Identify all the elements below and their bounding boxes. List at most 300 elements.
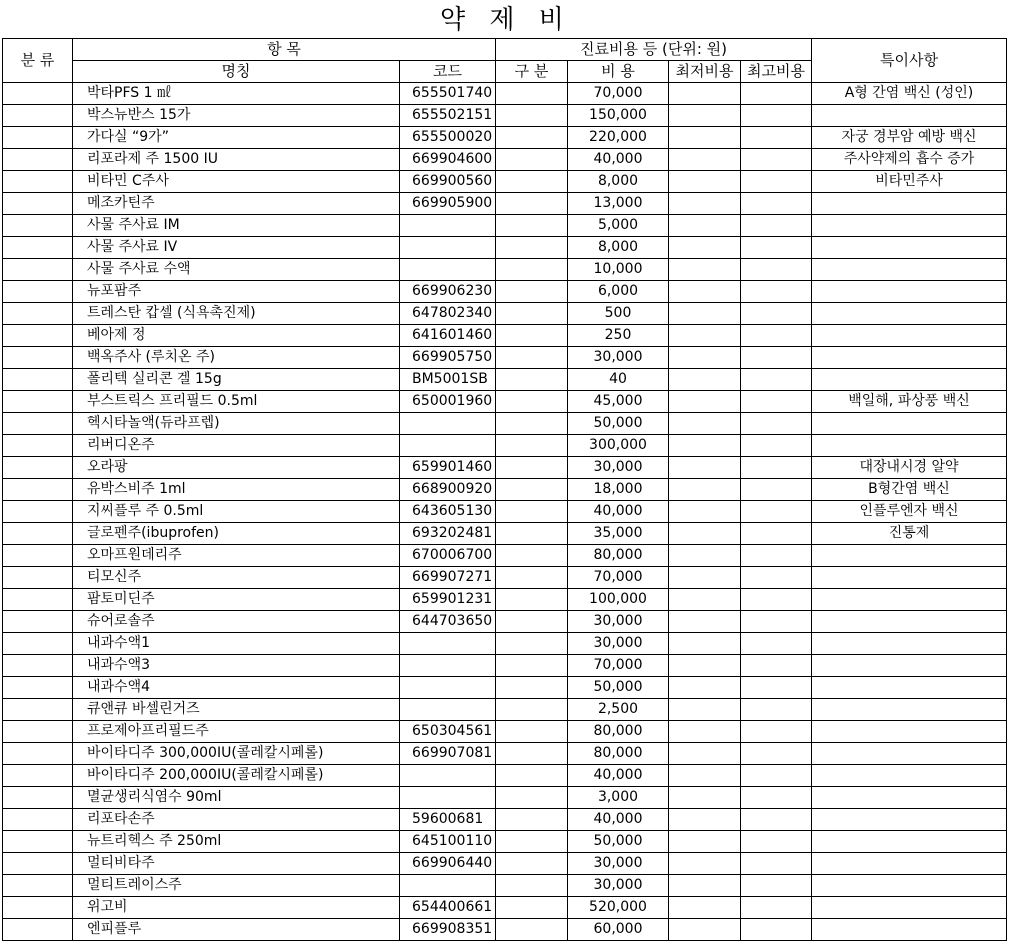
category-cell[interactable]	[3, 523, 73, 545]
cost-cell[interactable]: 520,000	[568, 897, 669, 919]
cost-cell[interactable]: 100,000	[568, 589, 669, 611]
cost-cell[interactable]: 220,000	[568, 127, 669, 149]
cost-cell[interactable]: 70,000	[568, 655, 669, 677]
item-name-cell[interactable]: 박타PFS 1 ㎖	[73, 83, 400, 105]
type-cell[interactable]	[496, 743, 568, 765]
min-cost-cell[interactable]	[669, 479, 741, 501]
category-cell[interactable]	[3, 809, 73, 831]
note-cell[interactable]	[812, 897, 1007, 919]
type-cell[interactable]	[496, 677, 568, 699]
item-code-cell[interactable]: 655500020	[400, 127, 496, 149]
note-cell[interactable]: 자궁 경부암 예방 백신	[812, 127, 1007, 149]
note-cell[interactable]	[812, 831, 1007, 853]
max-cost-cell[interactable]	[741, 919, 812, 941]
note-cell[interactable]: 인플루엔자 백신	[812, 501, 1007, 523]
min-cost-cell[interactable]	[669, 809, 741, 831]
max-cost-cell[interactable]	[741, 501, 812, 523]
type-cell[interactable]	[496, 853, 568, 875]
max-cost-cell[interactable]	[741, 479, 812, 501]
item-code-cell[interactable]	[400, 787, 496, 809]
max-cost-cell[interactable]	[741, 765, 812, 787]
item-name-cell[interactable]: 큐앤큐 바셀린거즈	[73, 699, 400, 721]
item-name-cell[interactable]: 팜토미딘주	[73, 589, 400, 611]
item-code-cell[interactable]: 647802340	[400, 303, 496, 325]
cost-cell[interactable]: 5,000	[568, 215, 669, 237]
item-name-cell[interactable]: 지씨플루 주 0.5ml	[73, 501, 400, 523]
max-cost-cell[interactable]	[741, 369, 812, 391]
category-cell[interactable]	[3, 215, 73, 237]
category-cell[interactable]	[3, 391, 73, 413]
max-cost-cell[interactable]	[741, 523, 812, 545]
min-cost-cell[interactable]	[669, 369, 741, 391]
cost-cell[interactable]: 70,000	[568, 567, 669, 589]
cost-cell[interactable]: 50,000	[568, 831, 669, 853]
min-cost-cell[interactable]	[669, 435, 741, 457]
max-cost-cell[interactable]	[741, 809, 812, 831]
note-cell[interactable]	[812, 787, 1007, 809]
item-name-cell[interactable]: 슈어로솔주	[73, 611, 400, 633]
item-name-cell[interactable]: 내과수액1	[73, 633, 400, 655]
item-name-cell[interactable]: 멀티비타주	[73, 853, 400, 875]
item-code-cell[interactable]: 669908351	[400, 919, 496, 941]
note-cell[interactable]	[812, 413, 1007, 435]
note-cell[interactable]	[812, 633, 1007, 655]
max-cost-cell[interactable]	[741, 611, 812, 633]
type-cell[interactable]	[496, 831, 568, 853]
cost-cell[interactable]: 10,000	[568, 259, 669, 281]
min-cost-cell[interactable]	[669, 919, 741, 941]
item-code-cell[interactable]: 650001960	[400, 391, 496, 413]
cost-cell[interactable]: 80,000	[568, 545, 669, 567]
item-code-cell[interactable]	[400, 633, 496, 655]
item-name-cell[interactable]: 폴리텍 실리콘 겔 15g	[73, 369, 400, 391]
cost-cell[interactable]: 18,000	[568, 479, 669, 501]
min-cost-cell[interactable]	[669, 391, 741, 413]
cost-cell[interactable]: 50,000	[568, 413, 669, 435]
min-cost-cell[interactable]	[669, 347, 741, 369]
item-code-cell[interactable]: 655501740	[400, 83, 496, 105]
min-cost-cell[interactable]	[669, 897, 741, 919]
note-cell[interactable]	[812, 765, 1007, 787]
item-code-cell[interactable]: 669904600	[400, 149, 496, 171]
min-cost-cell[interactable]	[669, 611, 741, 633]
type-cell[interactable]	[496, 325, 568, 347]
max-cost-cell[interactable]	[741, 391, 812, 413]
min-cost-cell[interactable]	[669, 633, 741, 655]
type-cell[interactable]	[496, 875, 568, 897]
type-cell[interactable]	[496, 83, 568, 105]
cost-cell[interactable]: 40,000	[568, 501, 669, 523]
item-code-cell[interactable]: 654400661	[400, 897, 496, 919]
item-code-cell[interactable]: BM5001SB	[400, 369, 496, 391]
type-cell[interactable]	[496, 897, 568, 919]
item-name-cell[interactable]: 바이타디주 300,000IU(콜레칼시페롤)	[73, 743, 400, 765]
cost-cell[interactable]: 8,000	[568, 237, 669, 259]
min-cost-cell[interactable]	[669, 721, 741, 743]
min-cost-cell[interactable]	[669, 501, 741, 523]
item-name-cell[interactable]: 티모신주	[73, 567, 400, 589]
max-cost-cell[interactable]	[741, 633, 812, 655]
max-cost-cell[interactable]	[741, 259, 812, 281]
item-name-cell[interactable]: 바이타디주 200,000IU(콜레칼시페롤)	[73, 765, 400, 787]
type-cell[interactable]	[496, 413, 568, 435]
item-code-cell[interactable]: 669905900	[400, 193, 496, 215]
min-cost-cell[interactable]	[669, 545, 741, 567]
note-cell[interactable]	[812, 875, 1007, 897]
max-cost-cell[interactable]	[741, 721, 812, 743]
item-code-cell[interactable]	[400, 765, 496, 787]
item-name-cell[interactable]: 뉴트리헥스 주 250ml	[73, 831, 400, 853]
item-name-cell[interactable]: 베아제 정	[73, 325, 400, 347]
note-cell[interactable]	[812, 545, 1007, 567]
note-cell[interactable]: 백일해, 파상풍 백신	[812, 391, 1007, 413]
item-code-cell[interactable]: 670006700	[400, 545, 496, 567]
cost-cell[interactable]: 3,000	[568, 787, 669, 809]
min-cost-cell[interactable]	[669, 567, 741, 589]
min-cost-cell[interactable]	[669, 325, 741, 347]
item-code-cell[interactable]	[400, 435, 496, 457]
cost-cell[interactable]: 40	[568, 369, 669, 391]
min-cost-cell[interactable]	[669, 677, 741, 699]
cost-cell[interactable]: 80,000	[568, 721, 669, 743]
min-cost-cell[interactable]	[669, 699, 741, 721]
cost-cell[interactable]: 45,000	[568, 391, 669, 413]
cost-cell[interactable]: 40,000	[568, 765, 669, 787]
item-name-cell[interactable]: 유박스비주 1ml	[73, 479, 400, 501]
item-name-cell[interactable]: 사물 주사료 수액	[73, 259, 400, 281]
note-cell[interactable]	[812, 853, 1007, 875]
note-cell[interactable]: 주사약제의 흡수 증가	[812, 149, 1007, 171]
note-cell[interactable]	[812, 281, 1007, 303]
max-cost-cell[interactable]	[741, 853, 812, 875]
item-name-cell[interactable]: 리버디온주	[73, 435, 400, 457]
min-cost-cell[interactable]	[669, 655, 741, 677]
item-name-cell[interactable]: 뉴포팜주	[73, 281, 400, 303]
cost-cell[interactable]: 30,000	[568, 633, 669, 655]
item-code-cell[interactable]: 669906440	[400, 853, 496, 875]
item-name-cell[interactable]: 부스트릭스 프리필드 0.5ml	[73, 391, 400, 413]
item-name-cell[interactable]: 사물 주사료 IV	[73, 237, 400, 259]
category-cell[interactable]	[3, 633, 73, 655]
note-cell[interactable]	[812, 325, 1007, 347]
type-cell[interactable]	[496, 303, 568, 325]
min-cost-cell[interactable]	[669, 831, 741, 853]
min-cost-cell[interactable]	[669, 281, 741, 303]
type-cell[interactable]	[496, 435, 568, 457]
note-cell[interactable]	[812, 655, 1007, 677]
item-code-cell[interactable]: 669905750	[400, 347, 496, 369]
min-cost-cell[interactable]	[669, 149, 741, 171]
type-cell[interactable]	[496, 523, 568, 545]
item-name-cell[interactable]: 리포라제 주 1500 IU	[73, 149, 400, 171]
note-cell[interactable]	[812, 721, 1007, 743]
type-cell[interactable]	[496, 171, 568, 193]
category-cell[interactable]	[3, 677, 73, 699]
note-cell[interactable]	[812, 193, 1007, 215]
item-name-cell[interactable]: 프로제아프리필드주	[73, 721, 400, 743]
category-cell[interactable]	[3, 281, 73, 303]
note-cell[interactable]: B형간염 백신	[812, 479, 1007, 501]
type-cell[interactable]	[496, 457, 568, 479]
cost-cell[interactable]: 6,000	[568, 281, 669, 303]
category-cell[interactable]	[3, 105, 73, 127]
cost-cell[interactable]: 2,500	[568, 699, 669, 721]
max-cost-cell[interactable]	[741, 677, 812, 699]
category-cell[interactable]	[3, 699, 73, 721]
note-cell[interactable]	[812, 589, 1007, 611]
max-cost-cell[interactable]	[741, 83, 812, 105]
item-name-cell[interactable]: 박스뉴반스 15가	[73, 105, 400, 127]
category-cell[interactable]	[3, 611, 73, 633]
type-cell[interactable]	[496, 589, 568, 611]
type-cell[interactable]	[496, 633, 568, 655]
type-cell[interactable]	[496, 919, 568, 941]
item-code-cell[interactable]: 668900920	[400, 479, 496, 501]
min-cost-cell[interactable]	[669, 193, 741, 215]
note-cell[interactable]: 대장내시경 알약	[812, 457, 1007, 479]
min-cost-cell[interactable]	[669, 589, 741, 611]
type-cell[interactable]	[496, 611, 568, 633]
min-cost-cell[interactable]	[669, 765, 741, 787]
cost-cell[interactable]: 300,000	[568, 435, 669, 457]
item-code-cell[interactable]	[400, 237, 496, 259]
item-code-cell[interactable]: 669900560	[400, 171, 496, 193]
note-cell[interactable]: 비타민주사	[812, 171, 1007, 193]
category-cell[interactable]	[3, 347, 73, 369]
max-cost-cell[interactable]	[741, 699, 812, 721]
item-name-cell[interactable]: 오마프원데리주	[73, 545, 400, 567]
item-name-cell[interactable]: 내과수액4	[73, 677, 400, 699]
note-cell[interactable]: A형 간염 백신 (성인)	[812, 83, 1007, 105]
item-code-cell[interactable]: 641601460	[400, 325, 496, 347]
max-cost-cell[interactable]	[741, 171, 812, 193]
max-cost-cell[interactable]	[741, 325, 812, 347]
category-cell[interactable]	[3, 149, 73, 171]
item-code-cell[interactable]: 669906230	[400, 281, 496, 303]
max-cost-cell[interactable]	[741, 589, 812, 611]
cost-cell[interactable]: 40,000	[568, 149, 669, 171]
min-cost-cell[interactable]	[669, 127, 741, 149]
min-cost-cell[interactable]	[669, 303, 741, 325]
cost-cell[interactable]: 60,000	[568, 919, 669, 941]
item-name-cell[interactable]: 메조카틴주	[73, 193, 400, 215]
item-name-cell[interactable]: 백옥주사 (루치온 주)	[73, 347, 400, 369]
item-name-cell[interactable]: 비타민 C주사	[73, 171, 400, 193]
type-cell[interactable]	[496, 545, 568, 567]
item-name-cell[interactable]: 오라팡	[73, 457, 400, 479]
max-cost-cell[interactable]	[741, 655, 812, 677]
note-cell[interactable]	[812, 347, 1007, 369]
note-cell[interactable]	[812, 215, 1007, 237]
note-cell[interactable]: 진통제	[812, 523, 1007, 545]
max-cost-cell[interactable]	[741, 413, 812, 435]
type-cell[interactable]	[496, 193, 568, 215]
max-cost-cell[interactable]	[741, 545, 812, 567]
min-cost-cell[interactable]	[669, 523, 741, 545]
min-cost-cell[interactable]	[669, 457, 741, 479]
cost-cell[interactable]: 70,000	[568, 83, 669, 105]
cost-cell[interactable]: 250	[568, 325, 669, 347]
note-cell[interactable]	[812, 677, 1007, 699]
item-name-cell[interactable]: 멀티트레이스주	[73, 875, 400, 897]
category-cell[interactable]	[3, 501, 73, 523]
max-cost-cell[interactable]	[741, 281, 812, 303]
item-name-cell[interactable]: 내과수액3	[73, 655, 400, 677]
cost-cell[interactable]: 30,000	[568, 611, 669, 633]
category-cell[interactable]	[3, 171, 73, 193]
item-name-cell[interactable]: 글로펜주(ibuprofen)	[73, 523, 400, 545]
note-cell[interactable]	[812, 919, 1007, 941]
max-cost-cell[interactable]	[741, 105, 812, 127]
max-cost-cell[interactable]	[741, 215, 812, 237]
cost-cell[interactable]: 500	[568, 303, 669, 325]
category-cell[interactable]	[3, 655, 73, 677]
type-cell[interactable]	[496, 281, 568, 303]
item-code-cell[interactable]: 655502151	[400, 105, 496, 127]
item-code-cell[interactable]: 669907271	[400, 567, 496, 589]
max-cost-cell[interactable]	[741, 567, 812, 589]
item-code-cell[interactable]: 659901460	[400, 457, 496, 479]
max-cost-cell[interactable]	[741, 127, 812, 149]
cost-cell[interactable]: 30,000	[568, 347, 669, 369]
item-name-cell[interactable]: 트레스탄 캅셀 (식욕촉진제)	[73, 303, 400, 325]
note-cell[interactable]	[812, 259, 1007, 281]
type-cell[interactable]	[496, 479, 568, 501]
item-code-cell[interactable]: 643605130	[400, 501, 496, 523]
cost-cell[interactable]: 30,000	[568, 875, 669, 897]
category-cell[interactable]	[3, 875, 73, 897]
item-code-cell[interactable]: 645100110	[400, 831, 496, 853]
item-code-cell[interactable]	[400, 413, 496, 435]
category-cell[interactable]	[3, 369, 73, 391]
type-cell[interactable]	[496, 787, 568, 809]
type-cell[interactable]	[496, 699, 568, 721]
category-cell[interactable]	[3, 721, 73, 743]
min-cost-cell[interactable]	[669, 171, 741, 193]
type-cell[interactable]	[496, 369, 568, 391]
category-cell[interactable]	[3, 743, 73, 765]
item-code-cell[interactable]: 693202481	[400, 523, 496, 545]
category-cell[interactable]	[3, 237, 73, 259]
item-code-cell[interactable]	[400, 655, 496, 677]
note-cell[interactable]	[812, 303, 1007, 325]
category-cell[interactable]	[3, 545, 73, 567]
type-cell[interactable]	[496, 655, 568, 677]
type-cell[interactable]	[496, 215, 568, 237]
max-cost-cell[interactable]	[741, 787, 812, 809]
note-cell[interactable]	[812, 369, 1007, 391]
cost-cell[interactable]: 30,000	[568, 853, 669, 875]
item-code-cell[interactable]	[400, 259, 496, 281]
type-cell[interactable]	[496, 259, 568, 281]
item-name-cell[interactable]: 사물 주사료 IM	[73, 215, 400, 237]
note-cell[interactable]	[812, 743, 1007, 765]
type-cell[interactable]	[496, 127, 568, 149]
min-cost-cell[interactable]	[669, 413, 741, 435]
type-cell[interactable]	[496, 237, 568, 259]
category-cell[interactable]	[3, 303, 73, 325]
max-cost-cell[interactable]	[741, 875, 812, 897]
min-cost-cell[interactable]	[669, 743, 741, 765]
cost-cell[interactable]: 35,000	[568, 523, 669, 545]
max-cost-cell[interactable]	[741, 347, 812, 369]
cost-cell[interactable]: 8,000	[568, 171, 669, 193]
category-cell[interactable]	[3, 853, 73, 875]
min-cost-cell[interactable]	[669, 105, 741, 127]
type-cell[interactable]	[496, 149, 568, 171]
category-cell[interactable]	[3, 413, 73, 435]
note-cell[interactable]	[812, 567, 1007, 589]
min-cost-cell[interactable]	[669, 237, 741, 259]
type-cell[interactable]	[496, 105, 568, 127]
max-cost-cell[interactable]	[741, 303, 812, 325]
item-name-cell[interactable]: 가다실 “9가”	[73, 127, 400, 149]
min-cost-cell[interactable]	[669, 259, 741, 281]
category-cell[interactable]	[3, 831, 73, 853]
item-name-cell[interactable]: 리포타손주	[73, 809, 400, 831]
category-cell[interactable]	[3, 589, 73, 611]
item-code-cell[interactable]: 659901231	[400, 589, 496, 611]
type-cell[interactable]	[496, 347, 568, 369]
item-code-cell[interactable]: 650304561	[400, 721, 496, 743]
cost-cell[interactable]: 150,000	[568, 105, 669, 127]
item-name-cell[interactable]: 멸균생리식염수 90ml	[73, 787, 400, 809]
min-cost-cell[interactable]	[669, 83, 741, 105]
max-cost-cell[interactable]	[741, 149, 812, 171]
max-cost-cell[interactable]	[741, 743, 812, 765]
category-cell[interactable]	[3, 83, 73, 105]
note-cell[interactable]	[812, 809, 1007, 831]
category-cell[interactable]	[3, 193, 73, 215]
item-code-cell[interactable]: 669907081	[400, 743, 496, 765]
cost-cell[interactable]: 40,000	[568, 809, 669, 831]
min-cost-cell[interactable]	[669, 853, 741, 875]
category-cell[interactable]	[3, 919, 73, 941]
type-cell[interactable]	[496, 501, 568, 523]
category-cell[interactable]	[3, 479, 73, 501]
category-cell[interactable]	[3, 259, 73, 281]
type-cell[interactable]	[496, 721, 568, 743]
note-cell[interactable]	[812, 105, 1007, 127]
item-code-cell[interactable]	[400, 215, 496, 237]
max-cost-cell[interactable]	[741, 457, 812, 479]
max-cost-cell[interactable]	[741, 435, 812, 457]
type-cell[interactable]	[496, 765, 568, 787]
cost-cell[interactable]: 13,000	[568, 193, 669, 215]
item-name-cell[interactable]: 위고비	[73, 897, 400, 919]
category-cell[interactable]	[3, 457, 73, 479]
cost-cell[interactable]: 50,000	[568, 677, 669, 699]
max-cost-cell[interactable]	[741, 831, 812, 853]
item-code-cell[interactable]: 644703650	[400, 611, 496, 633]
type-cell[interactable]	[496, 391, 568, 413]
category-cell[interactable]	[3, 567, 73, 589]
category-cell[interactable]	[3, 325, 73, 347]
item-name-cell[interactable]: 헥시타놀액(듀라프렙)	[73, 413, 400, 435]
max-cost-cell[interactable]	[741, 193, 812, 215]
item-code-cell[interactable]	[400, 677, 496, 699]
category-cell[interactable]	[3, 765, 73, 787]
cost-cell[interactable]: 30,000	[568, 457, 669, 479]
max-cost-cell[interactable]	[741, 897, 812, 919]
cost-cell[interactable]: 80,000	[568, 743, 669, 765]
type-cell[interactable]	[496, 809, 568, 831]
category-cell[interactable]	[3, 435, 73, 457]
category-cell[interactable]	[3, 127, 73, 149]
note-cell[interactable]	[812, 237, 1007, 259]
item-code-cell[interactable]	[400, 699, 496, 721]
min-cost-cell[interactable]	[669, 875, 741, 897]
